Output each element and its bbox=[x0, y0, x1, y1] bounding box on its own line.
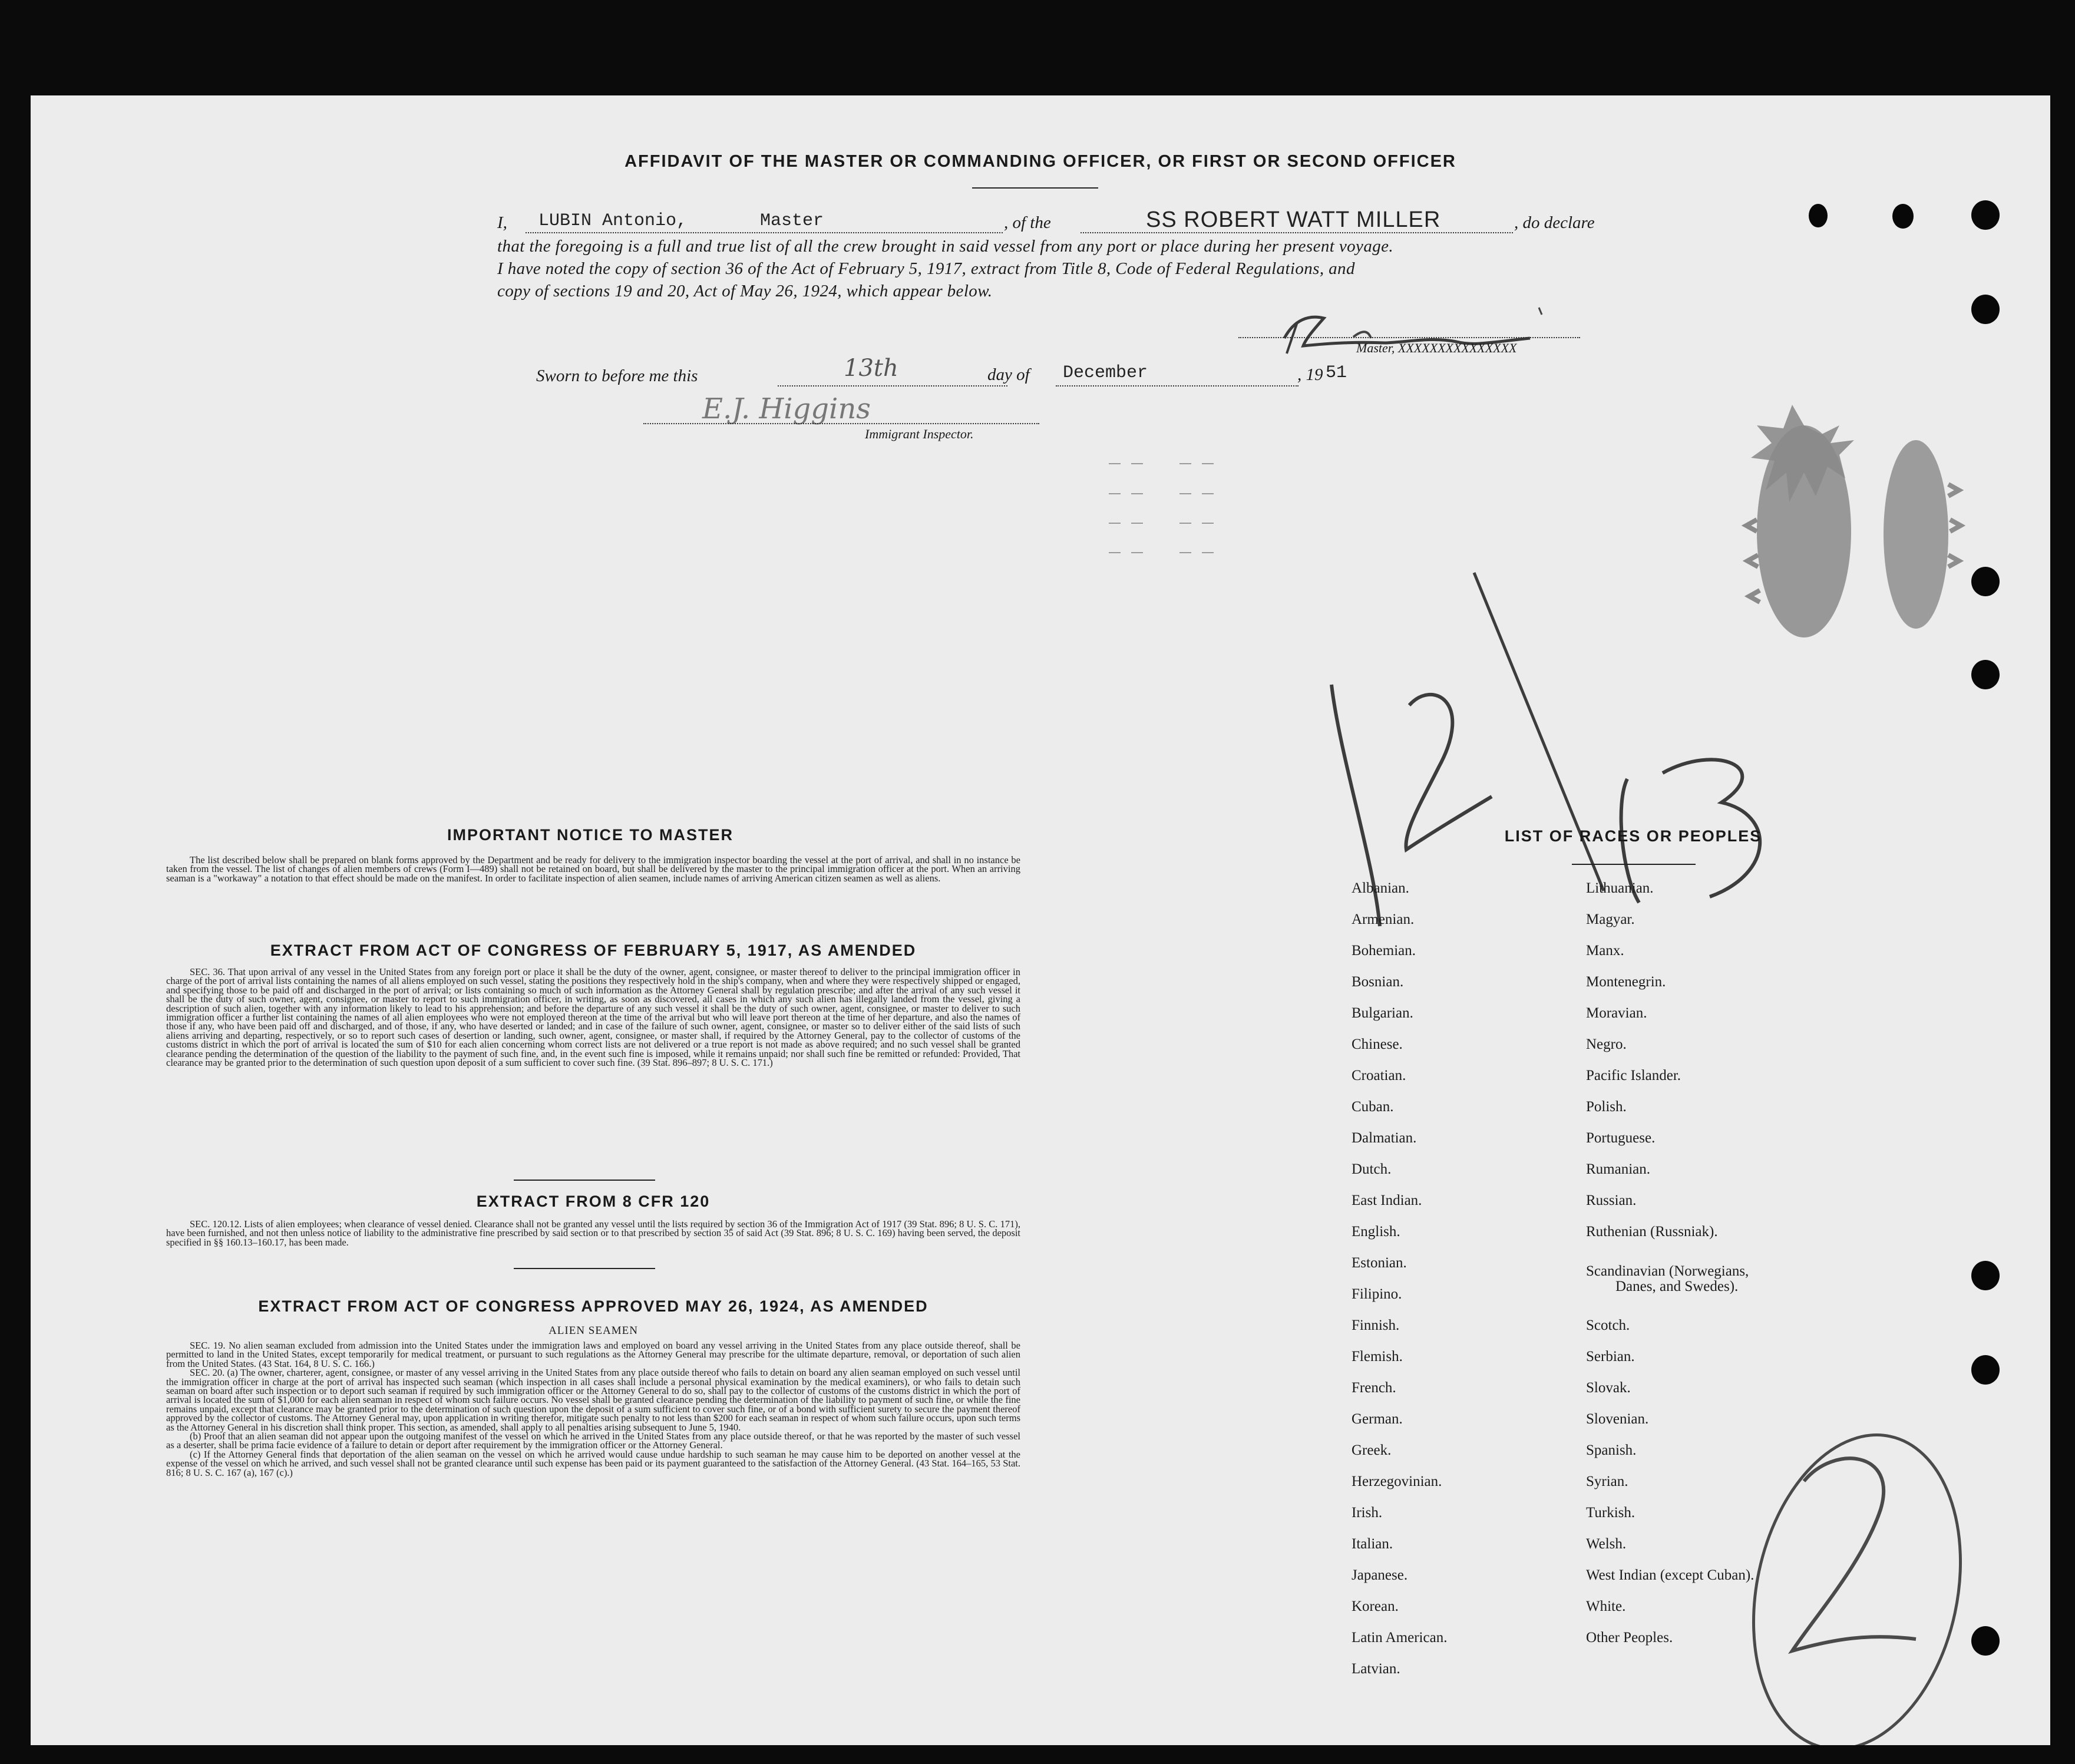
extract-1924-title: EXTRACT FROM ACT OF CONGRESS APPROVED MAY 26, 1924, AS AMENDED bbox=[258, 1297, 929, 1315]
race-left: Korean. bbox=[1352, 1598, 1399, 1614]
race-left: Dutch. bbox=[1352, 1161, 1392, 1177]
race-right: Pacific Islander. bbox=[1586, 1068, 1681, 1083]
race-right: Rumanian. bbox=[1586, 1161, 1651, 1177]
race-left: Bohemian. bbox=[1352, 943, 1416, 959]
race-right: Serbian. bbox=[1586, 1349, 1635, 1365]
race-left: Italian. bbox=[1352, 1536, 1393, 1552]
race-right: Welsh. bbox=[1586, 1536, 1627, 1552]
section-20c: (c) If the Attorney General finds that deportation of the alien seaman on the vessel on which he arrived would cause undue hardship to such seaman he may cause him to be deported on another vessel at the expense of the vessel on which he arrived, and such vessel shall not be granted clearance until such expense has been paid or its payment guaranteed to the satisfaction of the Attorney General. (43 Stat. 164–165, 53 Stat. 816; 8 U. S. C. 167 (a), 167 (c).) bbox=[166, 1448, 1020, 1478]
signature-caption: Master, XXXXXXXXXXXXXXX bbox=[1356, 341, 1517, 355]
race-right: Moravian. bbox=[1586, 1005, 1647, 1021]
affidavit-i-label: I, bbox=[497, 213, 507, 232]
punch-hole bbox=[1892, 204, 1914, 229]
race-right: Lithuanian. bbox=[1586, 880, 1654, 896]
inspector-caption: Immigrant Inspector. bbox=[865, 427, 974, 441]
punch-hole bbox=[1971, 1626, 2000, 1656]
race-right: Scandinavian (Norwegians, bbox=[1586, 1263, 1749, 1279]
punch-hole bbox=[1971, 1261, 2000, 1290]
punch-hole bbox=[1971, 567, 2000, 596]
race-right: Magyar. bbox=[1586, 911, 1635, 927]
race-left: French. bbox=[1352, 1380, 1396, 1396]
race-right: Polish. bbox=[1586, 1099, 1627, 1115]
race-left: Latvian. bbox=[1352, 1661, 1400, 1677]
races-title: LIST OF RACES OR PEOPLES bbox=[1504, 827, 1762, 845]
race-left: German. bbox=[1352, 1411, 1403, 1427]
sworn-month: December bbox=[1063, 363, 1148, 383]
race-left: Chinese. bbox=[1352, 1036, 1403, 1052]
race-right: Danes, and Swedes). bbox=[1615, 1279, 1739, 1294]
race-right: Turkish. bbox=[1586, 1505, 1635, 1521]
race-left: Bulgarian. bbox=[1352, 1005, 1413, 1021]
race-right: Negro. bbox=[1586, 1036, 1627, 1052]
punch-hole bbox=[1971, 295, 2000, 324]
document-page bbox=[31, 95, 2050, 1745]
master-name: LUBIN Antonio, bbox=[538, 211, 688, 231]
race-right: Montenegrin. bbox=[1586, 974, 1666, 990]
vessel-name: SS ROBERT WATT MILLER bbox=[1146, 207, 1441, 232]
year-suffix: 51 bbox=[1326, 363, 1347, 383]
race-left: English. bbox=[1352, 1224, 1400, 1240]
extract-1917-body: SEC. 36. That upon arrival of any vessel in the United States from any foreign port or place it shall be the duty of the owner, agent, consignee, or master thereof to deliver to the principal immigration officer in charge of the port of arrival lists containing the names of all aliens employed on such vessel, stating the positions they respectively hold in the ship's company, when and where they were respectively shipped or engaged, and specifying those to be paid off and discharged in the port of arrival; or lists containing so much of such information as the Attorney General shall by regulation prescribe; and after the arrival of any such vessel it shall be the duty of such owner, agent, consignee, or master to report to such immigration officer, in writing, as soon as discovered, all cases in which any such alien has illegally landed from the vessel, giving a description of such alien, together with any information likely to lead to his apprehension; and before the departure of any such vessel it shall be the duty of such owner, agent, consignee, or master to deliver to such immigration officer a further list containing the names of all alien employees who were not employed thereon at the time of the arrival but who will leave port thereon at the time of her departure, and also the names of those if any, who have been paid off and discharged, and of those, if any, who have deserted or landed; and in case of the failure of such owner, agent, consignee, or master so to deliver either of the said lists of such aliens arriving and departing, respectively, or so to report such cases of desertion or landing, such owner, agent, consignee, or master shall, if required by the Attorney General, pay to the collector of customs of the customs district in which the port of arrival is located the sum of $10 for each alien concerning whom correct lists are not delivered or a true report is not made as above required; and no such vessel shall be granted clearance pending the determination of the question of the liability to the payment of such fine, and, in the event such fine is imposed, while it remains unpaid; nor shall such fine be remitted or refunded: Provided, That clearance may be granted prior to the determination of such question upon deposit of a sum sufficient to cover such fine. (39 Stat. 896–897; 8 U. S. C. 171.) bbox=[166, 966, 1020, 1069]
circled-number-mark bbox=[31, 95, 2050, 1745]
master-rank: Master bbox=[760, 211, 824, 231]
extract-1917-title: EXTRACT FROM ACT OF CONGRESS OF FEBRUARY 5, 1917, AS AMENDED bbox=[270, 942, 917, 959]
notice-title: IMPORTANT NOTICE TO MASTER bbox=[447, 826, 733, 844]
race-right: Portuguese. bbox=[1586, 1130, 1656, 1146]
race-right: Other Peoples. bbox=[1586, 1630, 1673, 1646]
punch-hole bbox=[1971, 660, 2000, 689]
of-the-label: , of the bbox=[1004, 213, 1051, 232]
affidavit-line-3: I have noted the copy of section 36 of the Act of February 5, 1917, extract from Title 8, Code of Federal Regulations, and bbox=[497, 259, 1355, 278]
race-left: Filipino. bbox=[1352, 1286, 1402, 1302]
extract-cfr-title: EXTRACT FROM 8 CFR 120 bbox=[476, 1192, 711, 1210]
race-left: Cuban. bbox=[1352, 1099, 1394, 1115]
sworn-day: 13th bbox=[844, 355, 898, 382]
race-right: White. bbox=[1586, 1598, 1626, 1614]
section-20b: (b) Proof that an alien seaman did not appear upon the outgoing manifest of the vessel on which he arrived in the United States from any place outside thereof, or that he was reported by the master of such vessel as a deserter, shall be prima facie evidence of a failure to detain or deport after requirement by the immigration officer or the Attorney General. bbox=[166, 1431, 1020, 1451]
race-left: Finnish. bbox=[1352, 1317, 1400, 1333]
year-prefix: , 19 bbox=[1297, 365, 1323, 384]
notice-body: The list described below shall be prepared on blank forms approved by the Department and be ready for delivery to the immigration inspector boarding the vessel at the port of arrival, and shall in no instance be taken from the vessel. The list of changes of alien members of crews (Form I—489) shall not be retained on board, but shall be delivered by the master to the principal immigration officer at the port. When an arriving seaman is a "workaway" a notation to that effect should be made on the manifest. In order to facilitate inspection of alien seamen, include names of arriving American citizen seamen as well as aliens. bbox=[166, 854, 1020, 884]
sworn-label: Sworn to before me this bbox=[536, 366, 698, 385]
punch-hole bbox=[1809, 204, 1828, 227]
race-right: Spanish. bbox=[1586, 1442, 1637, 1458]
race-left: Estonian. bbox=[1352, 1255, 1407, 1271]
race-left: Armenian. bbox=[1352, 911, 1415, 927]
race-left: East Indian. bbox=[1352, 1192, 1422, 1208]
day-of-label: day of bbox=[987, 365, 1030, 384]
race-left: Bosnian. bbox=[1352, 974, 1404, 990]
race-left: Dalmatian. bbox=[1352, 1130, 1417, 1146]
race-right: West Indian (except Cuban). bbox=[1586, 1567, 1755, 1583]
do-declare-label: , do declare bbox=[1514, 213, 1595, 232]
extract-cfr-body: SEC. 120.12. Lists of alien employees; when clearance of vessel denied. Clearance shall not be granted any vessel until the lists required by section 36 of the Immigration Act of 1917 (39 Stat. 896; 8 U. S. C. 171), have been furnished, and not then unless notice of liability to the administrative fine prescribed by said section or to that prescribed by section 35 of said Act (39 Stat. 896; 8 U. S. C. 169) having been served, the deposit specified in §§ 160.13–160.17, has been made. bbox=[166, 1218, 1020, 1248]
race-right: Slovak. bbox=[1586, 1380, 1631, 1396]
race-right: Ruthenian (Russniak). bbox=[1586, 1224, 1718, 1240]
affidavit-line-2: that the foregoing is a full and true list of all the crew brought in said vessel from any port or place during her present voyage. bbox=[497, 237, 1394, 256]
race-left: Herzegovinian. bbox=[1352, 1474, 1442, 1489]
alien-seamen-subtitle: ALIEN SEAMEN bbox=[549, 1324, 638, 1337]
race-left: Flemish. bbox=[1352, 1349, 1403, 1365]
race-right: Manx. bbox=[1586, 943, 1624, 959]
race-left: Japanese. bbox=[1352, 1567, 1408, 1583]
race-right: Scotch. bbox=[1586, 1317, 1630, 1333]
race-left: Greek. bbox=[1352, 1442, 1392, 1458]
section-20a: SEC. 20. (a) The owner, charterer, agent, consignee, or master of any vessel arriving in the United States from any place outside thereof who fails to detain on board any alien seaman employed on such vessel until the immigration officer in charge at the port of arrival has inspected such seaman (which inspection in all cases shall include a personal physical examination by the medical examiners), or who fails to detain such seaman on board after such inspection or to deport such seaman if required by such immigration officer or the Attorney General to do so, shall pay to the collector of customs of the customs district in which the port of arrival is located the sum of $1,000 for each alien seaman in respect of whom such failure occurs. No vessel shall be granted clearance pending the determination of the liability to payment of such fine, or while the fine remains unpaid, except that clearance may be granted prior to the determination of such question upon the deposit of a sum sufficient to cover such fine, or of a bond with sufficient surety to secure the payment thereof approved by the collector of customs. The Attorney General may, upon application in writing therefor, mitigate such penalty to not less than $200 for each seaman in respect of whom such failure occurs, upon such terms as the Attorney General in his discretion shall think proper. This section, as amended, shall apply to all penalties arising subsequent to June 5, 1940. bbox=[166, 1367, 1020, 1433]
race-right: Slovenian. bbox=[1586, 1411, 1649, 1427]
inspector-signature: E.J. Higgins bbox=[702, 392, 871, 425]
race-left: Irish. bbox=[1352, 1505, 1383, 1521]
section-19: SEC. 19. No alien seaman excluded from admission into the United States under the immigration laws and employed on board any vessel arriving in the United States from any place outside thereof, shall be permitted to land in the United States, except temporarily for medical treatment, or pursuant to such regulations as the Attorney General may prescribe for the ultimate departure, removal, or deportation of such alien from the United States. (43 Stat. 164, 8 U. S. C. 166.) bbox=[166, 1340, 1020, 1369]
race-right: Syrian. bbox=[1586, 1474, 1628, 1489]
punch-hole bbox=[1971, 1355, 2000, 1385]
race-left: Latin American. bbox=[1352, 1630, 1448, 1646]
race-left: Albanian. bbox=[1352, 880, 1409, 896]
punch-hole bbox=[1971, 200, 2000, 230]
race-right: Russian. bbox=[1586, 1192, 1637, 1208]
race-left: Croatian. bbox=[1352, 1068, 1406, 1083]
affidavit-line-4: copy of sections 19 and 20, Act of May 26, 1924, which appear below. bbox=[497, 282, 993, 300]
affidavit-title: AFFIDAVIT OF THE MASTER OR COMMANDING OFFICER, OR FIRST OR SECOND OFFICER bbox=[625, 152, 1456, 171]
